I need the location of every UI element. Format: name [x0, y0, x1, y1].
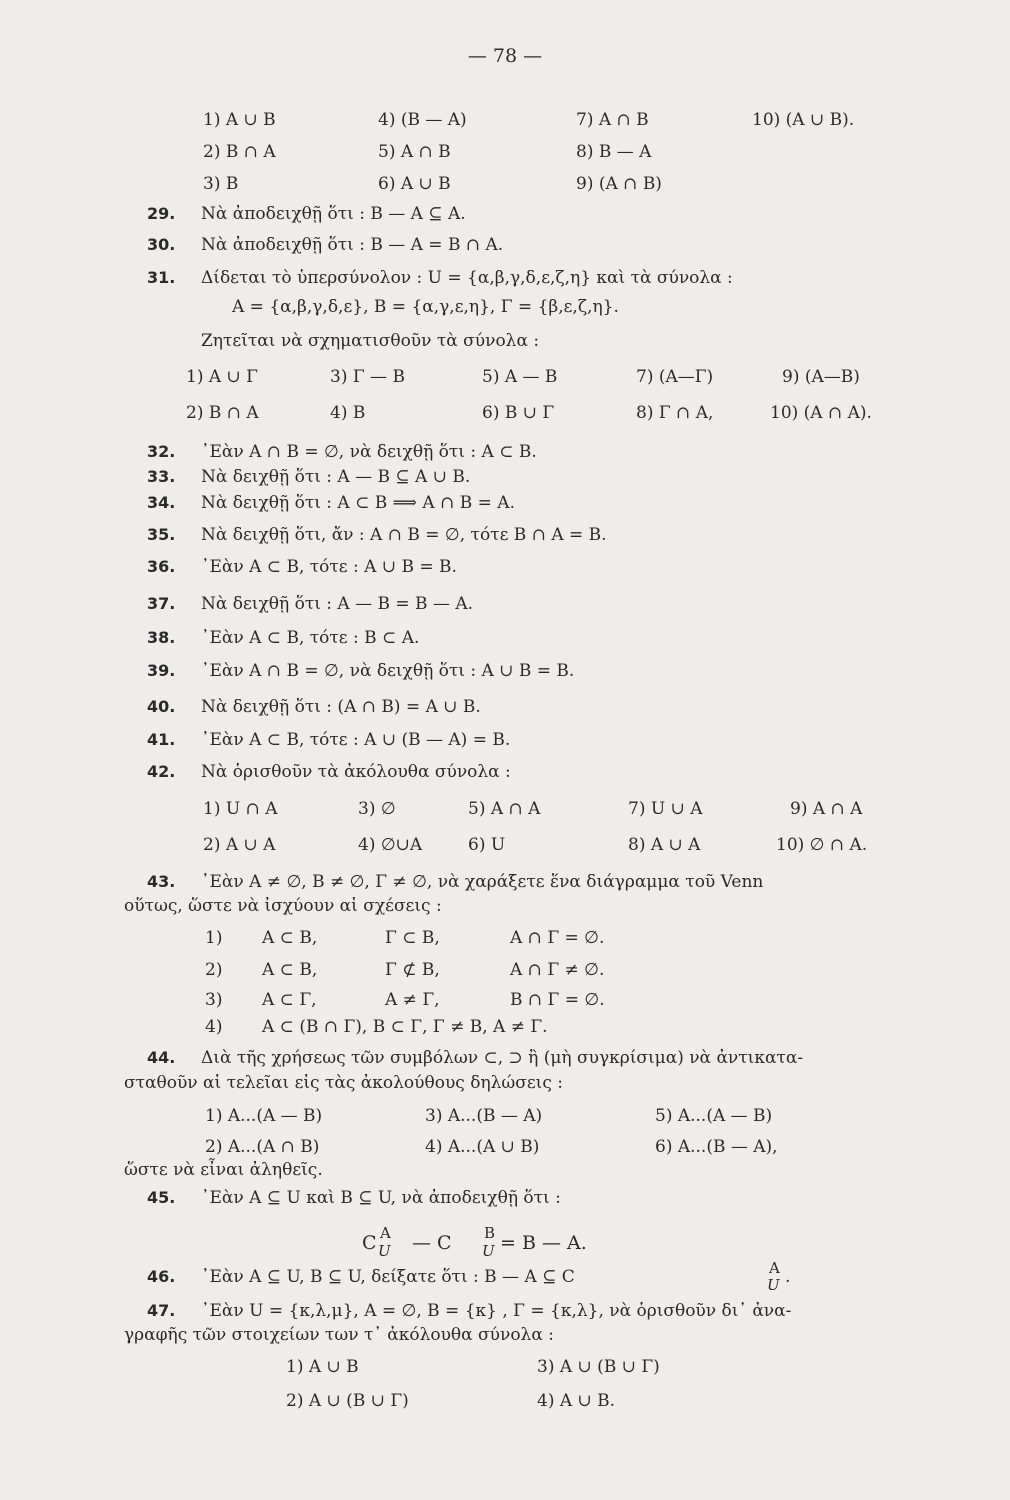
ex44-item-6: 6) A...(B — A),	[655, 1137, 778, 1157]
ex28-item-6: 6) A ∪ B	[378, 174, 451, 194]
ex31-item-4: 4) B	[330, 403, 366, 423]
exercise-46	[0, 1259, 1010, 1294]
row-label: 3)	[205, 990, 223, 1010]
ex47-item-2: 2) A ∪ (B ∪ Γ)	[286, 1391, 409, 1411]
formula-text: = B — A.	[500, 1232, 587, 1254]
ex28-item-1: 1) A ∪ B	[203, 110, 276, 130]
ex31-row-2	[0, 398, 1010, 428]
exercise-text: ᾿Εὰν A ∩ B = ∅, νὰ δειχθῇ ὅτι : A ∪ B = B.	[201, 661, 575, 681]
ex42-item-8: 8) A ∪ A	[628, 835, 701, 855]
ex45-formula	[0, 1224, 1010, 1260]
exercise-text: Διὰ τῆς χρήσεως τῶν συμβόλων ⊂, ⊃ ἢ (μὴ συγκρίσιμα) νὰ ἀντικατα-	[201, 1048, 804, 1068]
relation: A ⊂ (B ∩ Γ), B ⊂ Γ, Γ ≠ B, A ≠ Γ.	[262, 1017, 548, 1037]
ex47-item-1: 1) A ∪ B	[286, 1357, 359, 1377]
ex28-item-3: 3) B	[203, 174, 239, 194]
exercise-number: 38.	[147, 628, 176, 647]
exercise-34	[0, 488, 1010, 518]
ex44-item-4: 4) A...(A ∪ B)	[425, 1137, 540, 1157]
exercise-number: 29.	[147, 204, 176, 223]
exercise-text: ᾿Εὰν A ⊂ B, τότε : A ∪ (B — A) = B.	[201, 730, 511, 750]
ex44-line-3	[0, 1155, 1010, 1185]
exercise-number: 41.	[147, 730, 176, 749]
exercise-text: Νὰ δειχθῇ ὅτι : (A ∩ B) = A ∪ B.	[201, 697, 481, 717]
exercise-text: σταθοῦν αἱ τελεῖαι εἰς τὰς ἀκολούθους δηλώσεις :	[124, 1073, 563, 1093]
exercise-number: 46.	[147, 1267, 176, 1286]
ex43-row-2	[0, 955, 1010, 985]
ex28-item-5: 5) A ∩ B	[378, 142, 451, 162]
ex47-item-4: 4) A ∪ B.	[537, 1391, 616, 1411]
ex28-item-2: 2) B ∩ A	[203, 142, 276, 162]
ex44-item-5: 5) A...(A — B)	[655, 1106, 773, 1126]
relation: Γ ⊄ B,	[385, 960, 440, 980]
ex28-row-1	[0, 105, 1010, 135]
ex31-item-7: 7) (A—Γ)	[636, 367, 714, 387]
row-label: 2)	[205, 960, 223, 980]
formula-text: .	[785, 1267, 791, 1287]
ex42-item-2: 2) A ∪ A	[203, 835, 276, 855]
exercise-text: A = {α,β,γ,δ,ε}, B = {α,γ,ε,η}, Γ = {β,ε,ζ,η}.	[232, 297, 619, 317]
exercise-text: οὕτως, ὥστε νὰ ἰσχύουν αἱ σχέσεις :	[124, 896, 442, 916]
exercise-42	[0, 757, 1010, 787]
ex42-item-3: 3) ∅	[358, 799, 396, 819]
exercise-39	[0, 656, 1010, 686]
ex42-row-1	[0, 794, 1010, 824]
ex47-row-1	[0, 1352, 1010, 1382]
ex43-row-4	[0, 1012, 1010, 1042]
ex28-item-9: 9) (A ∩ B)	[576, 174, 662, 194]
ex28-row-3	[0, 169, 1010, 199]
ex28-item-8: 8) B — A	[576, 142, 652, 162]
ex28-item-4: 4) (B — A)	[378, 110, 467, 130]
exercise-number: 36.	[147, 557, 176, 576]
subscript: U	[378, 1242, 391, 1260]
exercise-text: ᾿Εὰν U = {κ,λ,μ}, A = ∅, B = {κ} , Γ = {κ,λ}, νὰ ὁρισθοῦν δι᾿ ἀνα-	[201, 1301, 792, 1321]
exercise-35	[0, 520, 1010, 550]
exercise-number: 44.	[147, 1048, 176, 1067]
superscript: A	[769, 1259, 780, 1277]
exercise-number: 30.	[147, 235, 176, 254]
exercise-text: ᾿Εὰν A ∩ B = ∅, νὰ δειχθῇ ὅτι : A ⊂ B.	[201, 442, 537, 462]
ex44-item-2: 2) A...(A ∩ B)	[205, 1137, 320, 1157]
ex42-item-9: 9) A ∩ A	[790, 799, 863, 819]
ex43-row-1	[0, 923, 1010, 953]
exercise-text: Νὰ δειχθῇ ὅτι : A — B = B — A.	[201, 594, 474, 614]
ex31-row-1	[0, 362, 1010, 392]
ex42-item-6: 6) U	[468, 835, 506, 855]
ex47-row-2	[0, 1386, 1010, 1416]
subscript: U	[482, 1242, 495, 1260]
exercise-number: 31.	[147, 268, 176, 287]
formula-text: — C	[412, 1232, 452, 1254]
exercise-text: ᾿Εὰν A ≠ ∅, B ≠ ∅, Γ ≠ ∅, νὰ χαράξετε ἕνα διάγραμμα τοῦ Venn	[201, 872, 764, 892]
ex42-item-1: 1) U ∩ A	[203, 799, 278, 819]
superscript: B	[484, 1224, 496, 1242]
exercise-36	[0, 552, 1010, 582]
subscript: U	[767, 1276, 780, 1294]
exercise-text: Δίδεται τὸ ὑπερσύνολον : U = {α,β,γ,δ,ε,ζ,η} καὶ τὰ σύνολα :	[201, 268, 733, 288]
relation: A ⊂ B,	[262, 928, 318, 948]
relation: A ∩ Γ ≠ ∅.	[510, 960, 605, 980]
exercise-text: γραφῆς τῶν στοιχείων των τ᾿ ἀκόλουθα σύνολα :	[124, 1325, 554, 1345]
superscript: A	[380, 1224, 391, 1242]
exercise-text: ᾿Εὰν A ⊆ U καὶ B ⊆ U, νὰ ἀποδειχθῇ ὅτι :	[201, 1188, 561, 1208]
row-label: 4)	[205, 1017, 223, 1037]
row-label: 1)	[205, 928, 223, 948]
ex28-item-10: 10) (A ∪ B).	[752, 110, 855, 130]
exercise-number: 42.	[147, 762, 176, 781]
relation: B ∩ Γ = ∅.	[510, 990, 605, 1010]
ex42-item-10: 10) ∅ ∩ A.	[776, 835, 868, 855]
exercise-41	[0, 725, 1010, 755]
exercise-text: Ζητεῖται νὰ σχηματισθοῦν τὰ σύνολα :	[201, 331, 540, 351]
exercise-45	[0, 1183, 1010, 1213]
relation: A ≠ Γ,	[385, 990, 440, 1010]
ex28-row-2	[0, 137, 1010, 167]
ex31-item-3: 3) Γ — B	[330, 367, 405, 387]
page-number: — 78 —	[467, 45, 543, 67]
ex31-item-8: 8) Γ ∩ A,	[636, 403, 714, 423]
ex31-item-2: 2) B ∩ A	[186, 403, 259, 423]
exercise-number: 45.	[147, 1188, 176, 1207]
ex44-row-1	[0, 1101, 1010, 1131]
exercise-text: Νὰ ἀποδειχθῇ ὅτι : B — A = B ∩ A.	[201, 235, 504, 255]
exercise-38	[0, 623, 1010, 653]
ex31-item-1: 1) A ∪ Γ	[186, 367, 258, 387]
relation: Γ ⊂ B,	[385, 928, 440, 948]
exercise-number: 47.	[147, 1301, 176, 1320]
ex31-item-6: 6) B ∪ Γ	[482, 403, 555, 423]
ex44-item-3: 3) A...(B — A)	[425, 1106, 543, 1126]
ex31-item-5: 5) A — B	[482, 367, 558, 387]
relation: A ∩ Γ = ∅.	[510, 928, 605, 948]
exercise-number: 40.	[147, 697, 176, 716]
exercise-37	[0, 589, 1010, 619]
exercise-text: ᾿Εὰν A ⊂ B, τότε : B ⊂ A.	[201, 628, 420, 648]
exercise-text: ὥστε νὰ εἶναι ἀληθεῖς.	[124, 1160, 323, 1180]
exercise-text: Νὰ δειχθῇ ὅτι, ἄν : A ∩ B = ∅, τότε B ∩ A = B.	[201, 525, 607, 545]
exercise-text: Νὰ δειχθῇ ὅτι : A ⊂ B ⟹ A ∩ B = A.	[201, 493, 515, 513]
ex44-item-1: 1) A...(A — B)	[205, 1106, 323, 1126]
ex31-line-3	[0, 326, 1010, 356]
exercise-text: ᾿Εὰν A ⊂ B, τότε : A ∪ B = B.	[201, 557, 457, 577]
ex47-line-2	[0, 1320, 1010, 1350]
exercise-30	[0, 230, 1010, 260]
relation: A ⊂ B,	[262, 960, 318, 980]
exercise-31	[0, 263, 1010, 293]
exercise-number: 32.	[147, 442, 176, 461]
exercise-number: 34.	[147, 493, 176, 512]
ex31-line-2	[0, 292, 1010, 322]
ex43-line-2	[0, 891, 1010, 921]
exercise-text: ᾿Εὰν A ⊆ U, B ⊆ U, δείξατε ὅτι : B — A ⊆ C	[201, 1267, 575, 1287]
exercise-number: 39.	[147, 661, 176, 680]
ex47-item-3: 3) A ∪ (B ∪ Γ)	[537, 1357, 660, 1377]
exercise-text: Νὰ ἀποδειχθῇ ὅτι : B — A ⊆ A.	[201, 204, 466, 224]
complement-symbol: C	[362, 1232, 377, 1254]
exercise-number: 33.	[147, 467, 176, 486]
exercise-number: 37.	[147, 594, 176, 613]
ex28-item-7: 7) A ∩ B	[576, 110, 649, 130]
exercise-number: 43.	[147, 872, 176, 891]
ex43-row-3	[0, 985, 1010, 1015]
exercise-text: Νὰ δειχθῇ ὅτι : A — B ⊆ A ∪ B.	[201, 467, 471, 487]
ex42-item-5: 5) A ∩ A	[468, 799, 541, 819]
exercise-29	[0, 199, 1010, 229]
ex42-item-4: 4) ∅∪A	[358, 835, 423, 855]
ex31-item-10: 10) (A ∩ A).	[770, 403, 872, 423]
exercise-number: 35.	[147, 525, 176, 544]
ex31-item-9: 9) (A—B)	[782, 367, 860, 387]
exercise-text: Νὰ ὁρισθοῦν τὰ ἀκόλουθα σύνολα :	[201, 762, 511, 782]
exercise-40	[0, 692, 1010, 722]
relation: A ⊂ Γ,	[262, 990, 317, 1010]
ex44-line-2	[0, 1068, 1010, 1098]
ex42-row-2	[0, 830, 1010, 860]
ex42-item-7: 7) U ∪ A	[628, 799, 703, 819]
